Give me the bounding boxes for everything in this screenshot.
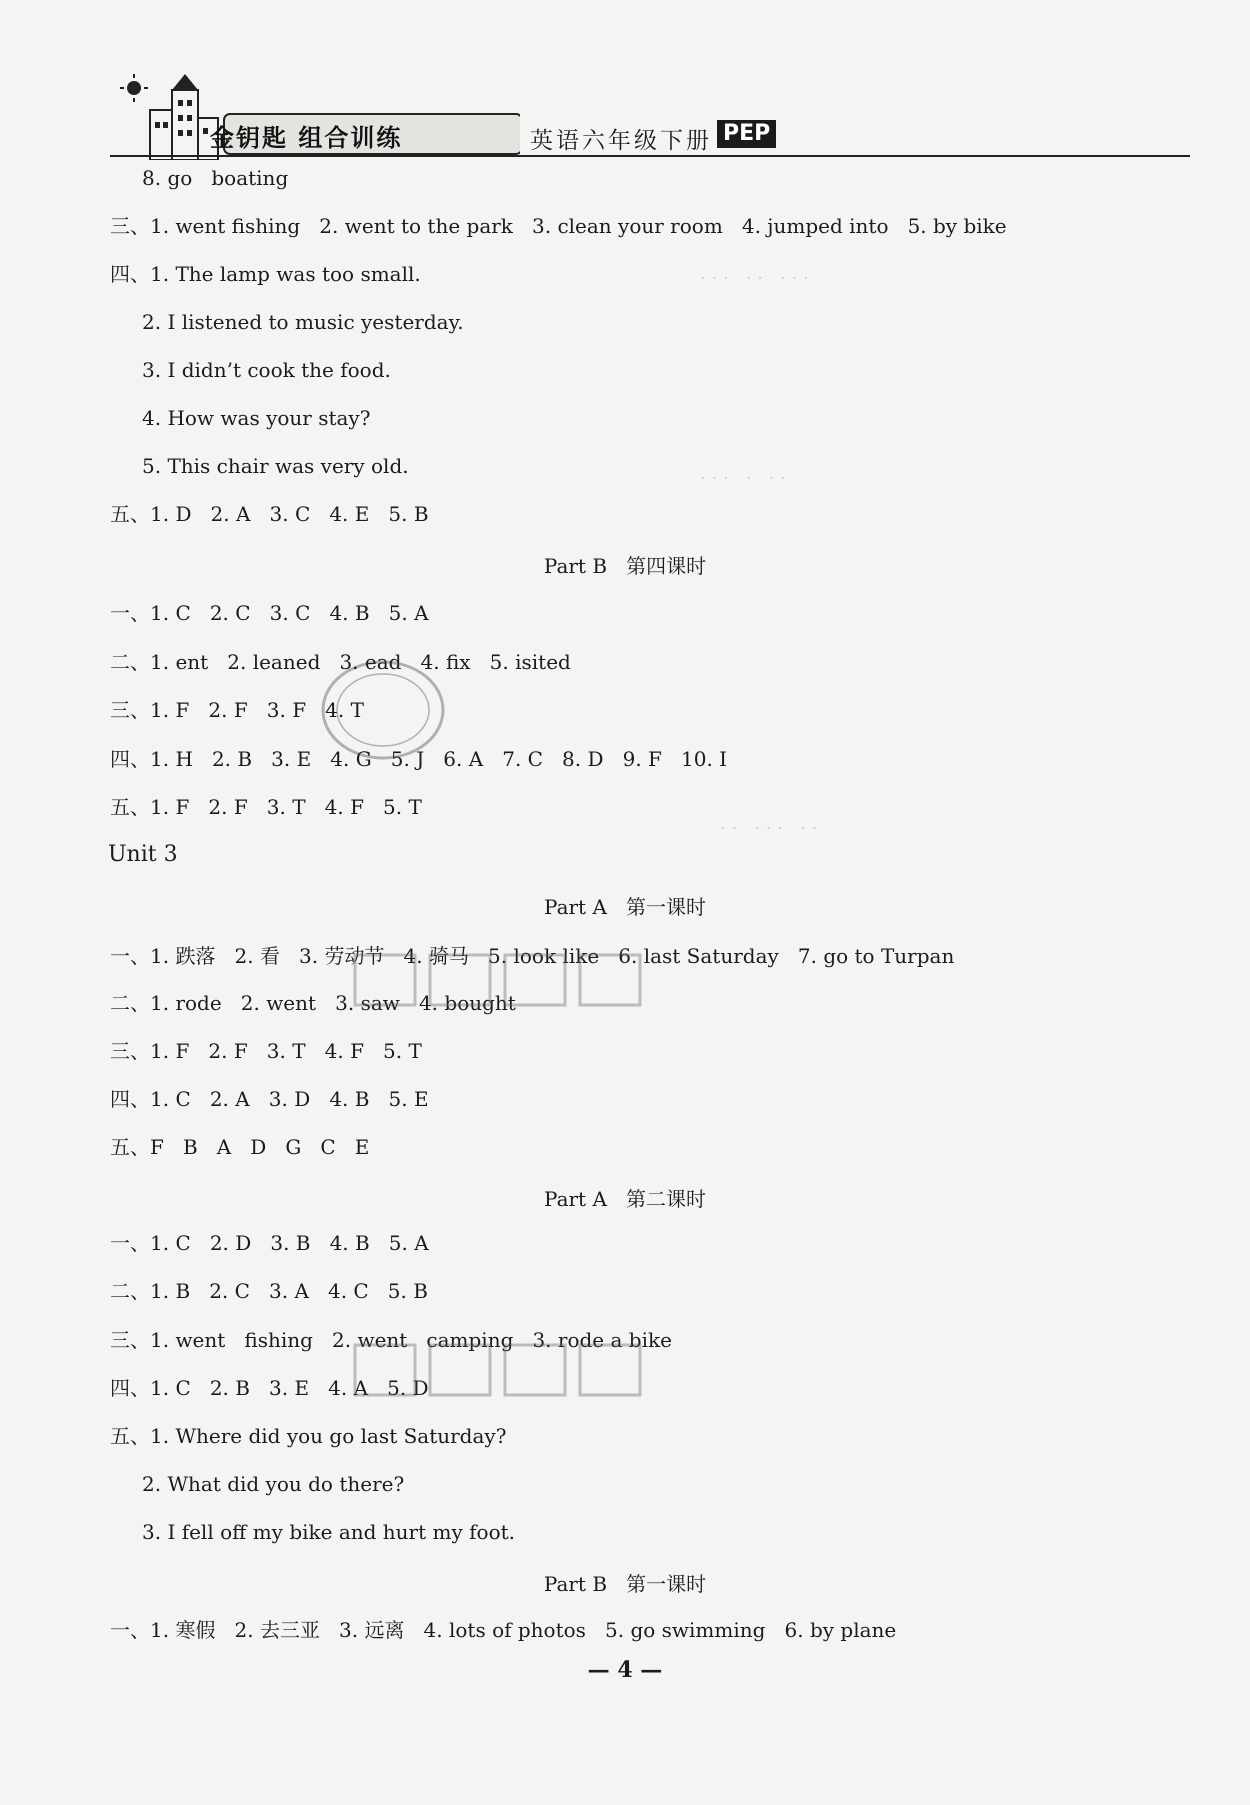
answer-line: 三、1. went fishing 2. went camping 3. rode a bike: [110, 1328, 672, 1352]
answer-line: 二、1. B 2. C 3. A 4. C 5. B: [110, 1279, 428, 1303]
bleed-through-text: · · · · · · ·: [720, 818, 818, 839]
watermark-logo-icon: [345, 1335, 645, 1405]
page-number: — 4 —: [587, 1657, 663, 1683]
answer-line: 五、1. D 2. A 3. C 4. E 5. B: [110, 502, 429, 526]
answer-line: 二、1. ent 2. leaned 3. ead 4. fix 5. isited: [110, 650, 571, 674]
answer-line: 五、1. Where did you go last Saturday?: [110, 1424, 507, 1448]
watermark-logo-icon: [345, 945, 645, 1015]
answer-line: 四、1. The lamp was too small.: [110, 262, 421, 286]
answer-line: 一、1. C 2. C 3. C 4. B 5. A: [110, 601, 429, 625]
answer-line: 四、1. H 2. B 3. E 4. G 5. J 6. A 7. C 8. D 9. F 10. I: [110, 747, 728, 771]
answer-line: 三、1. F 2. F 3. T 4. F 5. T: [110, 1039, 422, 1063]
answer-line: 三、1. F 2. F 3. F 4. T: [110, 698, 364, 722]
answer-line: 三、1. went fishing 2. went to the park 3. clean your room 4. jumped into 5. by bike: [110, 214, 1007, 238]
answer-line: 3. I didn’t cook the food.: [142, 358, 391, 382]
answer-line: 4. How was your stay?: [142, 406, 371, 430]
section-heading: Part A 第二课时: [544, 1187, 706, 1211]
answer-line: 2. I listened to music yesterday.: [142, 310, 464, 334]
answer-line: 四、1. C 2. A 3. D 4. B 5. E: [110, 1087, 429, 1111]
bleed-through-text: · · · · · · · ·: [700, 268, 809, 289]
answer-line: 一、1. C 2. D 3. B 4. B 5. A: [110, 1231, 429, 1255]
header-rule: [110, 155, 1190, 157]
section-heading: Part B 第一课时: [543, 1572, 707, 1596]
answer-line: 四、1. C 2. B 3. E 4. A 5. D: [110, 1376, 429, 1400]
answer-line: 二、1. rode 2. went 3. saw 4. bought: [110, 991, 516, 1015]
section-heading: Part B 第四课时: [543, 554, 707, 578]
answer-line: 5. This chair was very old.: [142, 454, 409, 478]
subject-title: 英语六年级下册: [530, 128, 712, 154]
brand-title: 金钥匙 组合训练: [210, 124, 403, 152]
unit-heading: Unit 3: [108, 842, 178, 867]
bleed-through-text: · · · · · ·: [700, 468, 786, 489]
answer-line: 8. go boating: [142, 166, 289, 190]
answer-line: 五、1. F 2. F 3. T 4. F 5. T: [110, 795, 422, 819]
answer-line: 五、F B A D G C E: [110, 1135, 370, 1159]
page-header: [100, 70, 1190, 160]
section-heading: Part A 第一课时: [544, 895, 706, 919]
answer-line: 2. What did you do there?: [142, 1472, 405, 1496]
answer-line: 一、1. 跌落 2. 看 3. 劳动节 4. 骑马 5. look like 6. last Saturday 7. go to Turpan: [110, 944, 955, 968]
answer-line: 一、1. 寒假 2. 去三亚 3. 远离 4. lots of photos 5. go swimming 6. by plane: [110, 1618, 897, 1642]
watermark-stamp-icon: [318, 655, 448, 765]
edition-badge: PEP: [717, 120, 776, 148]
answer-line: 3. I fell off my bike and hurt my foot.: [142, 1520, 516, 1544]
